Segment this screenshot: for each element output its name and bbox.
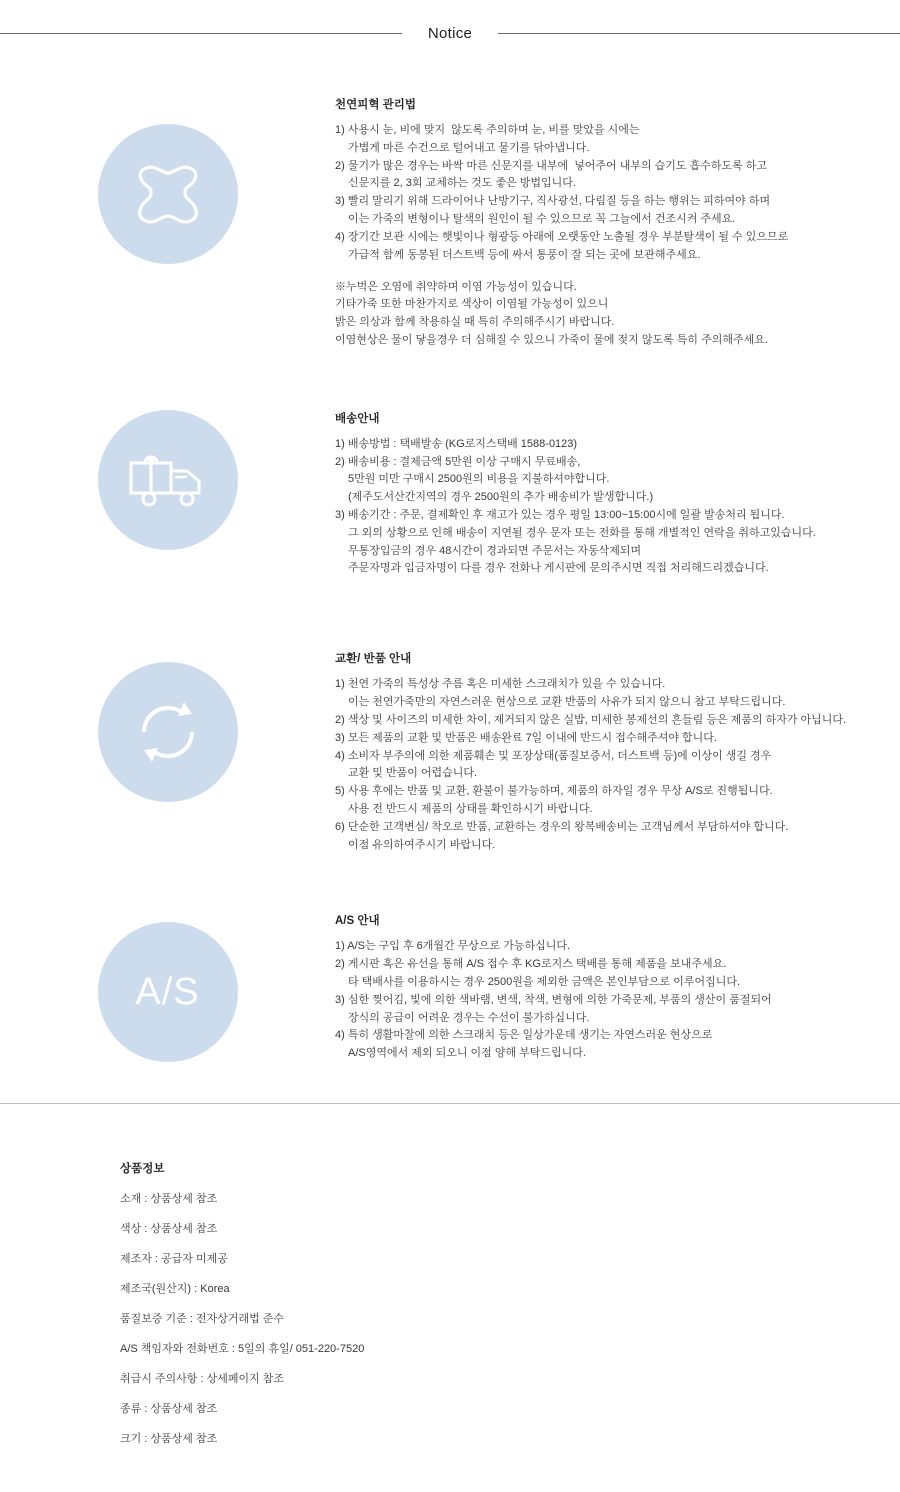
section-line: 2) 배송비용 : 결제금액 5만원 이상 구매시 무료배송, bbox=[335, 455, 581, 468]
section-line: 5만원 미만 구매시 2500원의 비용을 지불하셔야합니다. bbox=[348, 473, 610, 486]
section-line: 타 택배사를 이용하시는 경우 2500원을 제외한 금액은 본인부담으로 이루어집니다. bbox=[348, 976, 741, 988]
product-info-row: 색상 : 상품상세 참조 bbox=[120, 1223, 218, 1235]
section-line: A/S영역에서 제외 되오니 이점 양해 부탁드립니다. bbox=[348, 1047, 586, 1060]
section-title: 교환/ 반품 안내 bbox=[335, 653, 412, 666]
section-line: 3) 배송기간 : 주문, 결제확인 후 재고가 있는 경우 평일 13:00~15:00시에 일괄 발송처리 됩니다. bbox=[335, 509, 785, 521]
section-line: 1) 천연 가죽의 특성상 주름 혹은 미세한 스크래치가 있을 수 있습니다. bbox=[335, 678, 666, 691]
product-info-title: 상품정보 bbox=[120, 1163, 165, 1176]
section-line: 이는 천연가죽만의 자연스러운 현상으로 교환 반품의 사유가 되지 않으니 참고 부탁드립니다. bbox=[348, 696, 786, 709]
section-line: 가볍게 마른 수건으로 털어내고 물기를 닦아냅니다. bbox=[348, 141, 590, 154]
section-line: 4) 소비자 부주의에 의한 제품훼손 및 포장상태(품질보증서, 더스트백 등)에 이상이 생길 경우 bbox=[335, 749, 772, 762]
section-after-service bbox=[0, 912, 900, 1063]
section-line: 2) 물기가 많은 경우는 바싹 마른 신문지를 내부에 넣어주어 내부의 습기도 흡수하도록 하고 bbox=[335, 159, 768, 172]
product-info-row: 소재 : 상품상세 참조 bbox=[120, 1193, 218, 1206]
section-line: 6) 단순한 고객변심/ 착오로 반품, 교환하는 경우의 왕복배송비는 고객님께서 부담하셔야 합니다. bbox=[335, 820, 789, 833]
section-line: 그 외의 상황으로 인해 배송이 지연될 경우 문자 또는 전화를 통해 개별적인 연락을 취하고있습니다. bbox=[348, 526, 816, 539]
icon-column bbox=[0, 650, 335, 802]
product-info-row: 크기 : 상품상세 참조 bbox=[120, 1432, 218, 1445]
product-info-row: 품질보증 기준 : 전자상거래법 준수 bbox=[120, 1312, 285, 1325]
section-title: A/S 안내 bbox=[335, 915, 380, 928]
text-column bbox=[335, 410, 900, 579]
section-line: 1) 사용시 눈, 비에 맞지 않도록 주의하며 눈, 비를 맞았을 시에는 bbox=[335, 124, 640, 136]
section-line: 신문지를 2, 3회 교체하는 것도 좋은 방법입니다. bbox=[348, 177, 576, 190]
spacer bbox=[335, 265, 840, 279]
section-line: 이점 유의하여주시기 바랍니다. bbox=[348, 838, 496, 851]
header-rule-left bbox=[0, 33, 402, 34]
section-title: 천연피혁 관리법 bbox=[335, 99, 416, 111]
section-line: 기타가죽 또한 마찬가지로 색상이 이염될 가능성이 있으니 bbox=[335, 298, 609, 311]
section-line: 장식의 공급이 어려운 경우는 수선이 불가하십니다. bbox=[348, 1011, 590, 1024]
section-line: 3) 빨리 말리기 위해 드라이어나 난방기구, 직사광선, 다림질 등을 하는 행위는 피하여야 하며 bbox=[335, 195, 771, 208]
section-line: 1) A/S는 구입 후 6개월간 무상으로 가능하십니다. bbox=[335, 940, 571, 953]
as-text-icon bbox=[98, 922, 238, 1062]
notice-header bbox=[0, 10, 900, 56]
section-line: 3) 심한 찢어김, 빛에 의한 색바램, 변색, 착색, 변형에 의한 가죽문제, 부품의 생산이 품절되어 bbox=[335, 993, 772, 1006]
section-line: 2) 색상 및 사이즈의 미세한 차이, 제거되지 않은 실밥, 미세한 봉제선의 흔들림 등은 제품의 하자가 아닙니다. bbox=[335, 713, 847, 726]
header-rule-right bbox=[498, 33, 900, 34]
section-line: 5) 사용 후에는 반품 및 교환, 환불이 불가능하며, 제품의 하자일 경우 무상 A/S로 진행됩니다. bbox=[335, 785, 773, 798]
section-exchange-return bbox=[0, 650, 900, 854]
delivery-truck-icon bbox=[98, 410, 238, 550]
section-line: 사용 전 반드시 제품의 상태를 확인하시기 바랍니다. bbox=[348, 802, 593, 815]
section-line: ※누벅은 오염에 취약하며 이염 가능성이 있습니다. bbox=[335, 280, 577, 293]
product-info-row: 취급시 주의사항 : 상세페이지 참조 bbox=[120, 1372, 285, 1385]
section-line: 무통장입금의 경우 48시간이 경과되면 주문서는 자동삭제되며 bbox=[348, 544, 642, 557]
section-shipping bbox=[0, 410, 900, 579]
icon-column bbox=[0, 96, 335, 264]
section-line: 교환 및 반품이 어렵습니다. bbox=[348, 767, 478, 780]
product-info-row: A/S 책임자와 전화번호 : 5일의 휴일/ 051-220-7520 bbox=[120, 1342, 365, 1355]
section-title: 배송안내 bbox=[335, 412, 380, 425]
section-line: 1) 배송방법 : 택배발송 (KG로지스택배 1588-0123) bbox=[335, 437, 578, 450]
section-line: (제주도서산간지역의 경우 2500원의 추가 배송비가 발생합니다.) bbox=[348, 491, 654, 504]
refresh-circular-arrows-icon bbox=[98, 662, 238, 802]
product-info-row: 제조자 : 공급자 미제공 bbox=[120, 1252, 228, 1265]
section-leather-care bbox=[0, 96, 900, 350]
section-line: 4) 장기간 보관 시에는 햇빛이나 형광등 아래에 오랫동안 노출될 경우 부분탈색이 될 수 있으므로 bbox=[335, 230, 789, 243]
product-info bbox=[0, 1104, 900, 1491]
product-info-row: 제조국(원산지) : Korea bbox=[120, 1282, 230, 1295]
as-icon-label: A/S bbox=[135, 971, 200, 1014]
section-line: 2) 게시판 혹은 유선을 통해 A/S 접수 후 KG로지스 택배를 통해 제품을 보내주세요. bbox=[335, 958, 727, 971]
section-line: 이는 가죽의 변형이나 탈색의 원인이 될 수 있으므로 꼭 그늘에서 건조시켜 주세요. bbox=[348, 213, 736, 226]
icon-column bbox=[0, 912, 335, 1062]
section-line: 가급적 함께 동봉된 더스트백 등에 싸서 통풍이 잘 되는 곳에 보관해주세요. bbox=[348, 248, 701, 261]
section-line: 이염현상은 물이 닿을경우 더 심해질 수 있으니 가죽이 물에 젖지 않도록 특히 주의해주세요. bbox=[335, 333, 768, 346]
section-line: 주문자명과 입금자명이 다를 경우 전화나 게시판에 문의주시면 직접 처리해드리겠습니다. bbox=[348, 562, 769, 575]
page-title: Notice bbox=[427, 24, 473, 42]
text-column bbox=[335, 96, 900, 350]
section-line: 밝은 의상과 함께 착용하실 때 특히 주의해주시기 바랍니다. bbox=[335, 316, 615, 329]
product-info-row: 종류 : 상품상세 참조 bbox=[120, 1402, 218, 1415]
text-column bbox=[335, 650, 900, 854]
text-column bbox=[335, 912, 900, 1063]
section-line: 4) 특히 생활마찰에 의한 스크래치 등은 일상가운데 생기는 자연스러운 현상으로 bbox=[335, 1029, 713, 1042]
notice-sections bbox=[0, 56, 900, 1063]
leather-hide-icon bbox=[98, 124, 238, 264]
section-line: 3) 모든 제품의 교환 및 반품은 배송완료 7일 이내에 반드시 접수해주셔야 합니다. bbox=[335, 731, 717, 744]
icon-column bbox=[0, 410, 335, 550]
